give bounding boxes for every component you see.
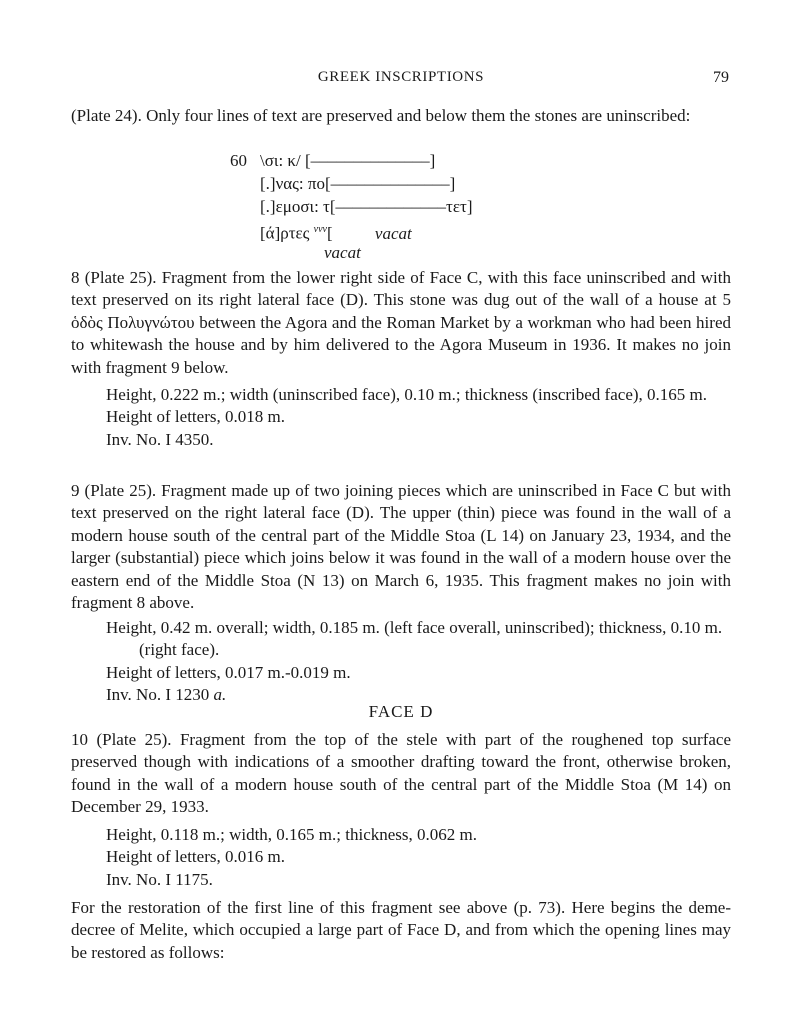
- inscription-line-4-text: [ά]ρτες: [260, 223, 310, 243]
- closing-paragraph: [71, 897, 731, 964]
- inscription-line-number: 60: [230, 151, 247, 170]
- fragment-9-letter-height: Height of letters, 0.017 m.-0.019 m.: [106, 662, 351, 682]
- running-head: [71, 69, 731, 93]
- inscription-line-4-bracket: [: [327, 223, 333, 243]
- fragment-9-measurements: [106, 617, 731, 707]
- intro-text: (Plate 24). Only four lines of text are preserved and below them the stones are uninscribed:: [71, 106, 691, 125]
- fragment-10-dimensions: Height, 0.118 m.; width, 0.165 m.; thickness, 0.062 m.: [106, 825, 477, 844]
- fragment-10-description: [71, 729, 731, 819]
- inscription-line-3-text: [.]εμοσι: τ[–––––––––––––τετ]: [260, 197, 473, 216]
- fragment-10-measurements: [106, 824, 731, 891]
- inscription-line-4: [230, 218, 473, 241]
- fragment-8-letter-height: Height of letters, 0.018 m.: [106, 407, 285, 427]
- fragment-8-description: [71, 267, 731, 379]
- inscription-line-3: [230, 195, 473, 218]
- inscription-line-1-text: \σι: κ/ [––––––––––––––]: [260, 151, 436, 170]
- face-d-heading: FACE D: [368, 702, 434, 721]
- vacat-below: vacat: [324, 243, 361, 262]
- inscription-vacat-line: [230, 241, 473, 264]
- fragment-10-letter-height: Height of letters, 0.016 m.: [106, 847, 285, 867]
- fragment-10-text: 10 (Plate 25). Fragment from the top of the stele with part of the roughened top surface preserved though with indications of a smoother drafting toward the front, otherwise broken, found in the wall of a modern house south of the central part of the Middle Stoa (M 14) on December 29, 1933.: [71, 730, 731, 817]
- fragment-9-dimensions: Height, 0.42 m. overall; width, 0.185 m. (left face overall, uninscribed); thickness, 0.10 m. (right face).: [106, 618, 723, 660]
- fragment-9-description: [71, 480, 731, 614]
- inscription-line-2-text: [.]νας: πο[––––––––––––––]: [260, 174, 456, 193]
- fragment-8-measurements: [106, 384, 731, 451]
- inscription-line-2: [230, 172, 473, 195]
- closing-text: For the restoration of the first line of this fragment see above (p. 73). Here begins the deme-decree of Melite, which occupied a large part of Face D, and from which the opening lines may be restored as follows:: [71, 898, 731, 962]
- fragment-8-inventory: Inv. No. I 4350.: [106, 429, 214, 449]
- fragment-8-dimensions: Height, 0.222 m.; width (uninscribed face), 0.10 m.; thickness (inscribed face), 0.165 m.: [106, 385, 707, 404]
- vacat-marker: vvv: [313, 224, 327, 235]
- fragment-9-inventory: Inv. No. I 1230 a.: [106, 685, 227, 705]
- fragment-10-inventory: Inv. No. I 1175.: [106, 869, 213, 889]
- inscription-text: [230, 149, 473, 264]
- vacat-inline: vacat: [374, 223, 412, 243]
- running-title: GREEK INSCRIPTIONS: [317, 69, 485, 85]
- fragment-8-text: 8 (Plate 25). Fragment from the lower right side of Face C, with this face uninscribed and with text preserved on its right lateral face (D). This stone was dug out of the wall of a house at 5 ὁδὸς Πολυγνώτου between the Agora and the Roman Market by a workman who had been hired to whitewash the house and by him delivered to the Agora Museum in 1936. It makes no join with fragment 9 below.: [71, 268, 731, 377]
- fragment-9-text: 9 (Plate 25). Fragment made up of two joining pieces which are uninscribed in Face C but with text preserved on the right lateral face (D). The upper (thin) piece was found in the wall of a modern house south of the central part of the Middle Stoa (L 14) on January 23, 1934, and the larger (substantial) piece which joins below it was found in the wall of a modern house over the eastern end of the Middle Stoa (N 13) on March 6, 1935. This fragment makes no join with fragment 8 above.: [71, 481, 731, 613]
- intro-paragraph: [71, 105, 731, 127]
- page-number: 79: [713, 69, 729, 86]
- inscription-line-1: [230, 149, 473, 172]
